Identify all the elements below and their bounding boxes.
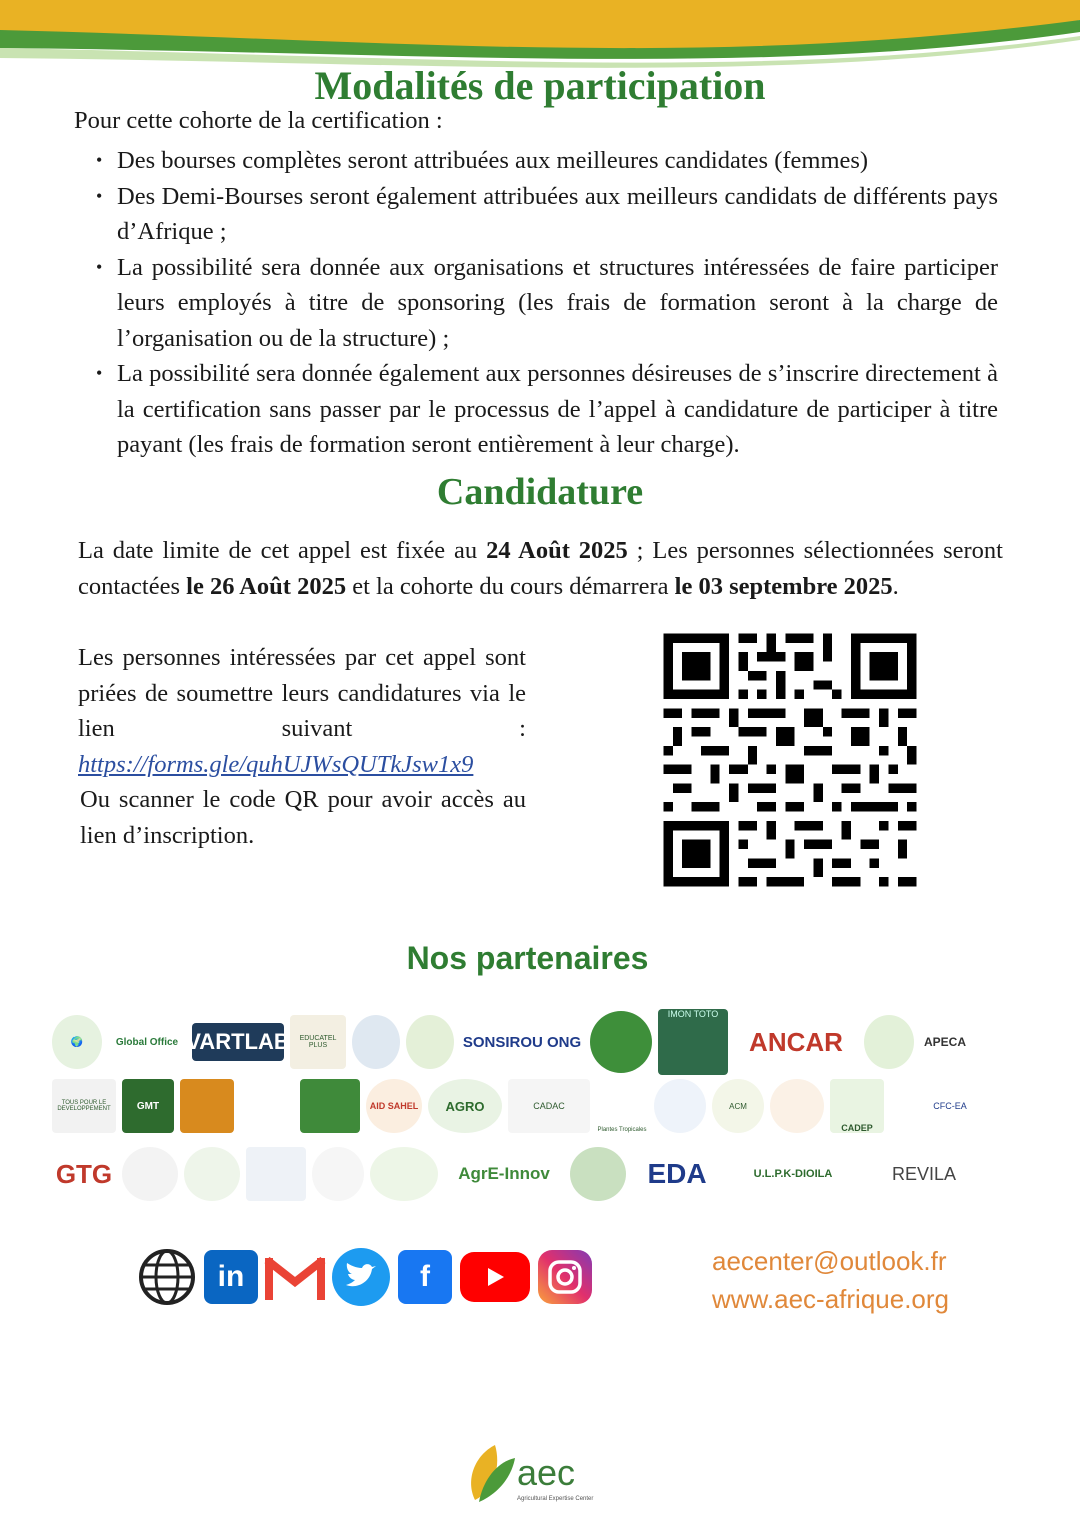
deadline-paragraph [78,533,1003,604]
contact-email[interactable]: aecenter@outlook.fr [712,1246,947,1276]
partner-logo [406,1015,454,1069]
participation-list [96,143,998,463]
scan-instruction: Ou scanner le code QR pour avoir accès au lien d’inscription. [80,786,526,849]
partner-logo [246,1147,306,1201]
list-item: • La possibilité sera donnée également aux personnes désireuses de s’inscrire directement à la certification sans passer par le processus de l’appel à candidature de participer à titre payant (les frais de formation seront entièrement à leur charge). [96,356,998,463]
partners-logo-row-1 [52,1009,970,1072]
partner-logo: GTG [55,1158,113,1189]
partner-logo [240,1079,294,1133]
partners-logo-row-3 [52,1144,984,1204]
partner-logo: CADAC [508,1079,590,1133]
partner-logo [122,1147,178,1201]
partner-logo: Plantes Tropicales [597,1127,647,1133]
partner-logo: AID SAHEL [366,1079,422,1133]
partner-logo: APECA [923,1035,966,1049]
partner-logo [570,1147,626,1201]
partner-logo: VARTLAB [192,1023,284,1061]
partner-logo: ACM [712,1079,764,1133]
qr-code [654,624,926,896]
partner-logo [770,1079,824,1133]
list-item: • La possibilité sera donnée aux organisations et structures intéressées de faire participer leurs employés à titre de sponsoring (les frais de formation seront à la charge de l’organisation ou de la structure) ; [96,250,998,357]
list-item: • Des Demi-Bourses seront également attribuées aux meilleurs candidats de différents pays d’Afrique ; [96,179,998,250]
partner-logo [370,1147,438,1201]
contact-website[interactable]: www.aec-afrique.org [712,1284,949,1314]
partner-logo: CADEP [830,1079,884,1133]
globe-icon[interactable] [138,1248,196,1306]
instagram-icon[interactable] [538,1250,592,1304]
partner-logo [52,1015,102,1069]
partner-logo: IMON TOTO [658,1009,728,1075]
application-form-link[interactable]: https://forms.gle/quhUJWsQUTkJsw1x9 [78,750,474,778]
twitter-icon[interactable] [332,1248,390,1306]
linkedin-icon[interactable]: in [204,1250,258,1304]
partner-logo: REVILA [891,1163,957,1184]
list-item: • Des bourses complètes seront attribuées aux meilleures candidates (femmes) [96,143,998,179]
apply-text: Les personnes intéressées par cet appel sont priées de soumettre leurs candidatures via le lien suivant : [78,644,526,742]
partner-logo: EDA [647,1158,707,1189]
deadline-text: . [892,572,899,600]
deadline-text: La date limite de cet appel est fixée au [78,537,487,564]
section-title-candidature: Candidature [436,471,644,513]
partner-logo [590,1011,652,1073]
partner-logo: AGRO [428,1079,502,1133]
contact-date: le 26 Août 2025 [186,572,347,600]
partner-logo: Global Office [115,1036,179,1048]
aec-logo-tagline: Agricultural Expertise Center [517,1496,594,1502]
partner-logo: TOUS POUR LE DEVELOPPEMENT [52,1079,116,1133]
partner-logo: EDUCATEL PLUS [290,1015,346,1069]
social-links [138,1248,592,1306]
partner-logo: ANCAR [749,1026,843,1057]
partner-logo [654,1079,706,1133]
partner-logo: CFC-EA [933,1101,967,1111]
apply-paragraph [78,640,526,782]
aec-logo [465,1440,615,1510]
facebook-icon[interactable]: f [398,1250,452,1304]
partners-title: Nos partenaires [406,940,649,976]
partner-logo: GMT [122,1079,174,1133]
partner-logo [312,1147,364,1201]
partner-logo [352,1015,400,1069]
deadline-text: ; Les personnes sélectionnées seront contactées [78,537,1003,600]
youtube-icon[interactable] [460,1252,530,1302]
deadline-date: 24 Août 2025 [486,537,628,564]
svg-text:aec: aec [517,1452,576,1493]
partner-logo: U.L.P.K-DIOILA [753,1168,833,1180]
deadline-text: et la cohorte du cours démarrera [346,572,675,600]
partner-logo [864,1015,914,1069]
partner-logo [184,1147,240,1201]
partner-logo [300,1079,360,1133]
intro-text: Pour cette cohorte de la certification : [74,107,443,134]
partner-logo: SONSIROU ONG [462,1033,582,1051]
partners-logo-row-2 [52,1076,1010,1136]
globe-leaf-icon: 🌍 [70,1036,84,1048]
section-title-modalites: Modalités de participation [314,63,766,108]
start-date: le 03 septembre 2025 [674,572,893,600]
partner-logo [180,1079,234,1133]
partner-logo: AgrE-Innov [458,1164,550,1183]
gmail-icon[interactable] [266,1248,324,1306]
